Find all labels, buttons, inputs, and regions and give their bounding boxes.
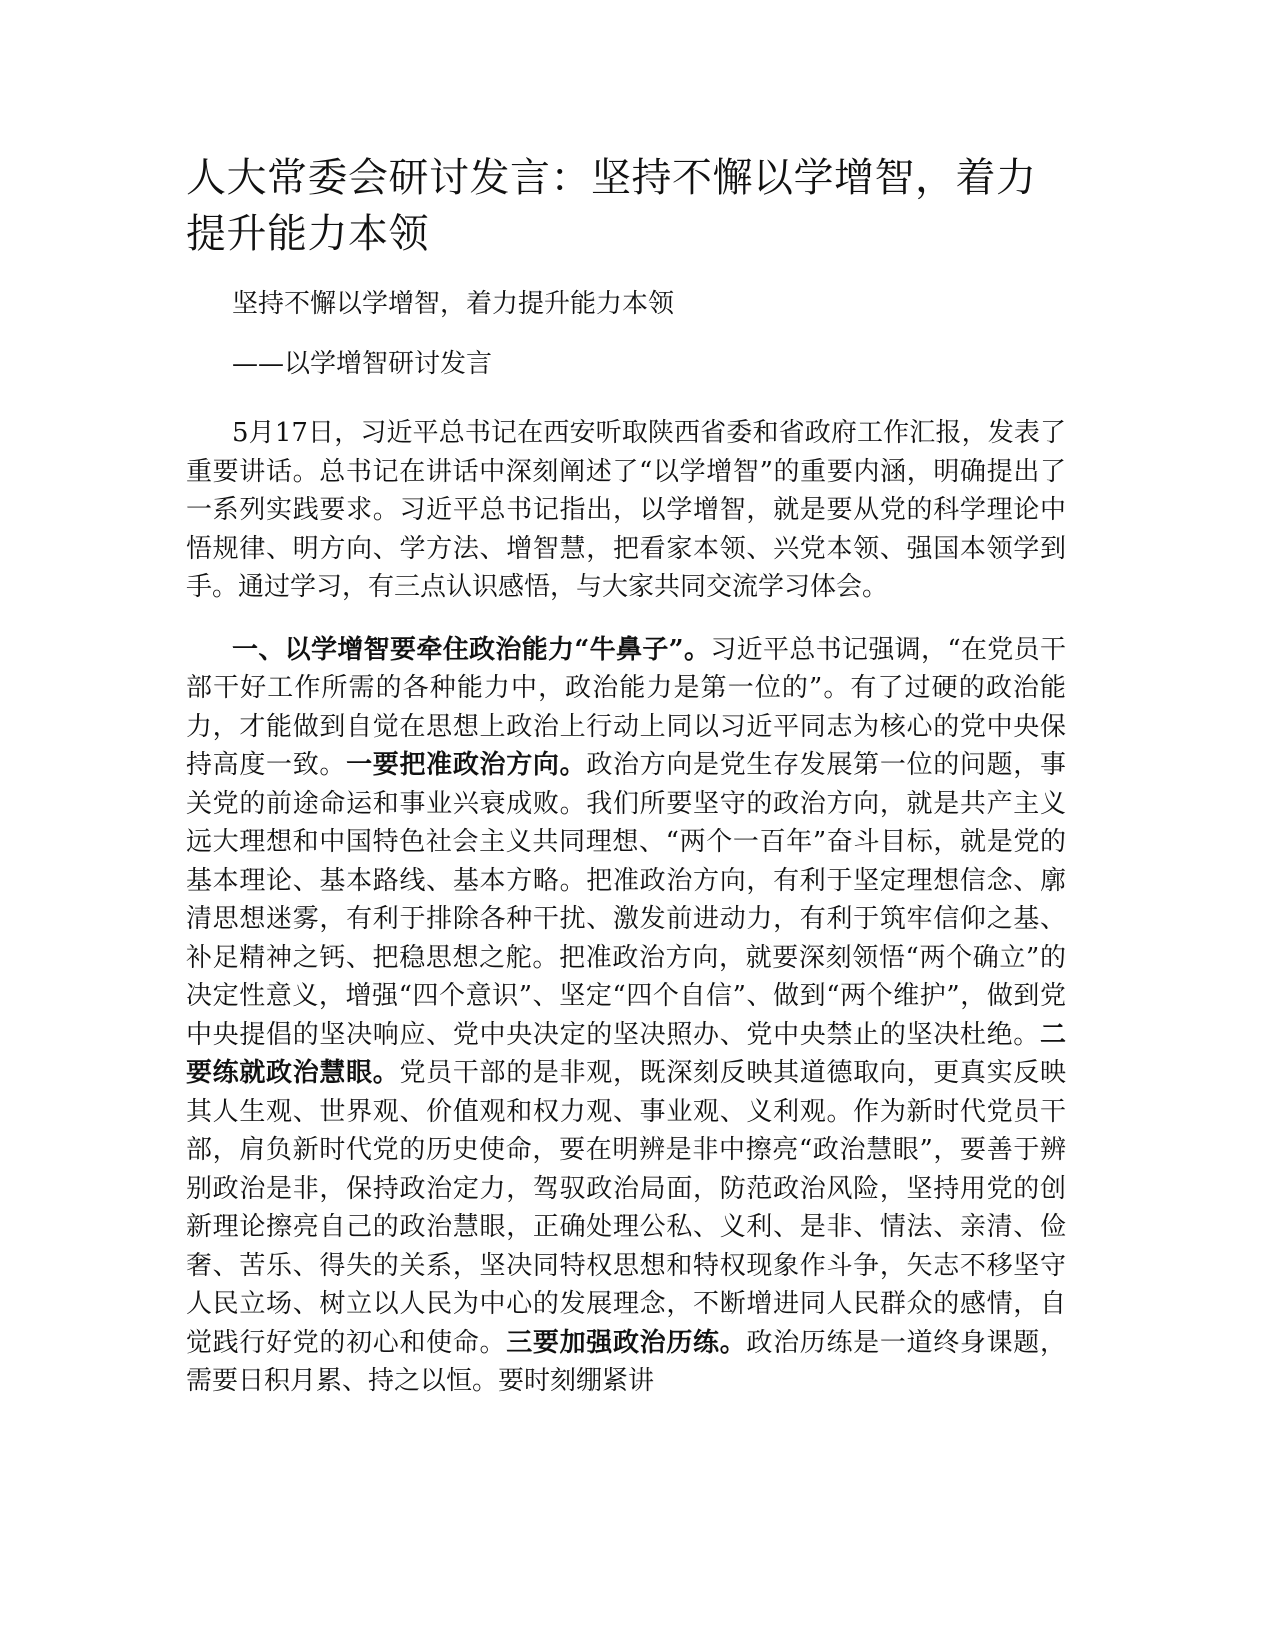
bold-point-3: 三要加强政治历练。 [506, 1327, 747, 1358]
paragraph-text: 政治历练是一道终身课题，需要日积月累、持之以恒。要时刻绷紧讲 [186, 1327, 1066, 1396]
bold-point-2: 二要练就政治慧眼。 [186, 1019, 1066, 1088]
paragraph-text: 习近平总书记强调，“在党员干部干好工作所需的各种能力中，政治能力是第一位的”。有了过硬的政治能力，才能做到自觉在思想上政治上行动上同以习近平同志为核心的党中央保持高度一致。 [186, 634, 1066, 780]
paragraph-text: 党员干部的是非观，既深刻反映其道德取向，更真实反映其人生观、世界观、价值观和权力观、事业观、义利观。作为新时代党员干部，肩负新时代党的历史使命，要在明辨是非中擦亮“政治慧眼”，要善于辨别政治是非，保持政治定力，驾驭政治局面，防范政治风险，坚持用党的创新理论擦亮自己的政治慧眼，正确处理公私、义利、是非、情法、亲清、俭奢、苦乐、得失的关系，坚决同特权思想和特权现象作斗争，矢志不移坚守人民立场、树立以人民为中心的发展理念，不断增进同人民群众的感情，自觉践行好党的初心和使命。 [186, 1058, 1066, 1358]
body-paragraph-intro: 5月17日，习近平总书记在西安听取陕西省委和省政府工作汇报，发表了重要讲话。总书记在讲话中深刻阐述了“以学增智”的重要内涵，明确提出了一系列实践要求。习近平总书记指出，以学增智，就是要从党的科学理论中悟规律、明方向、学方法、增智慧，把看家本领、兴党本领、强国本领学到手。通过学习，有三点认识感悟，与大家共同交流学习体会。 [186, 418, 1066, 602]
section-heading: 一、以学增智要牵住政治能力“牛鼻子”。 [232, 634, 711, 665]
subtitle-sub: ——以学增智研讨发言 [232, 349, 493, 379]
document-page [186, 150, 1066, 1401]
subtitle-main: 坚持不懈以学增智，着力提升能力本领 [232, 289, 675, 319]
bold-point-1: 一要把准政治方向。 [346, 750, 587, 780]
body-paragraph-section-1 [186, 631, 1066, 1401]
paragraph-text: 政治方向是党生存发展第一位的问题，事关党的前途命运和事业兴衰成败。我们所要坚守的政治方向，就是共产主义远大理想和中国特色社会主义共同理想、“两个一百年”奋斗目标，就是党的基本理论、基本路线、基本方略。把准政治方向，有利于坚定理想信念、廓清思想迷雾，有利于排除各种干扰、激发前进动力，有利于筑牢信仰之基、补足精神之钙、把稳思想之舵。把准政治方向，就要深刻领悟“两个确立”的决定性意义，增强“四个意识”、坚定“四个自信”、做到“两个维护”，做到党中央提倡的坚决响应、党中央决定的坚决照办、党中央禁止的坚决杜绝。 [186, 750, 1066, 1050]
document-title: 人大常委会研讨发言：坚持不懈以学增智，着力提升能力本领 [186, 155, 1037, 257]
